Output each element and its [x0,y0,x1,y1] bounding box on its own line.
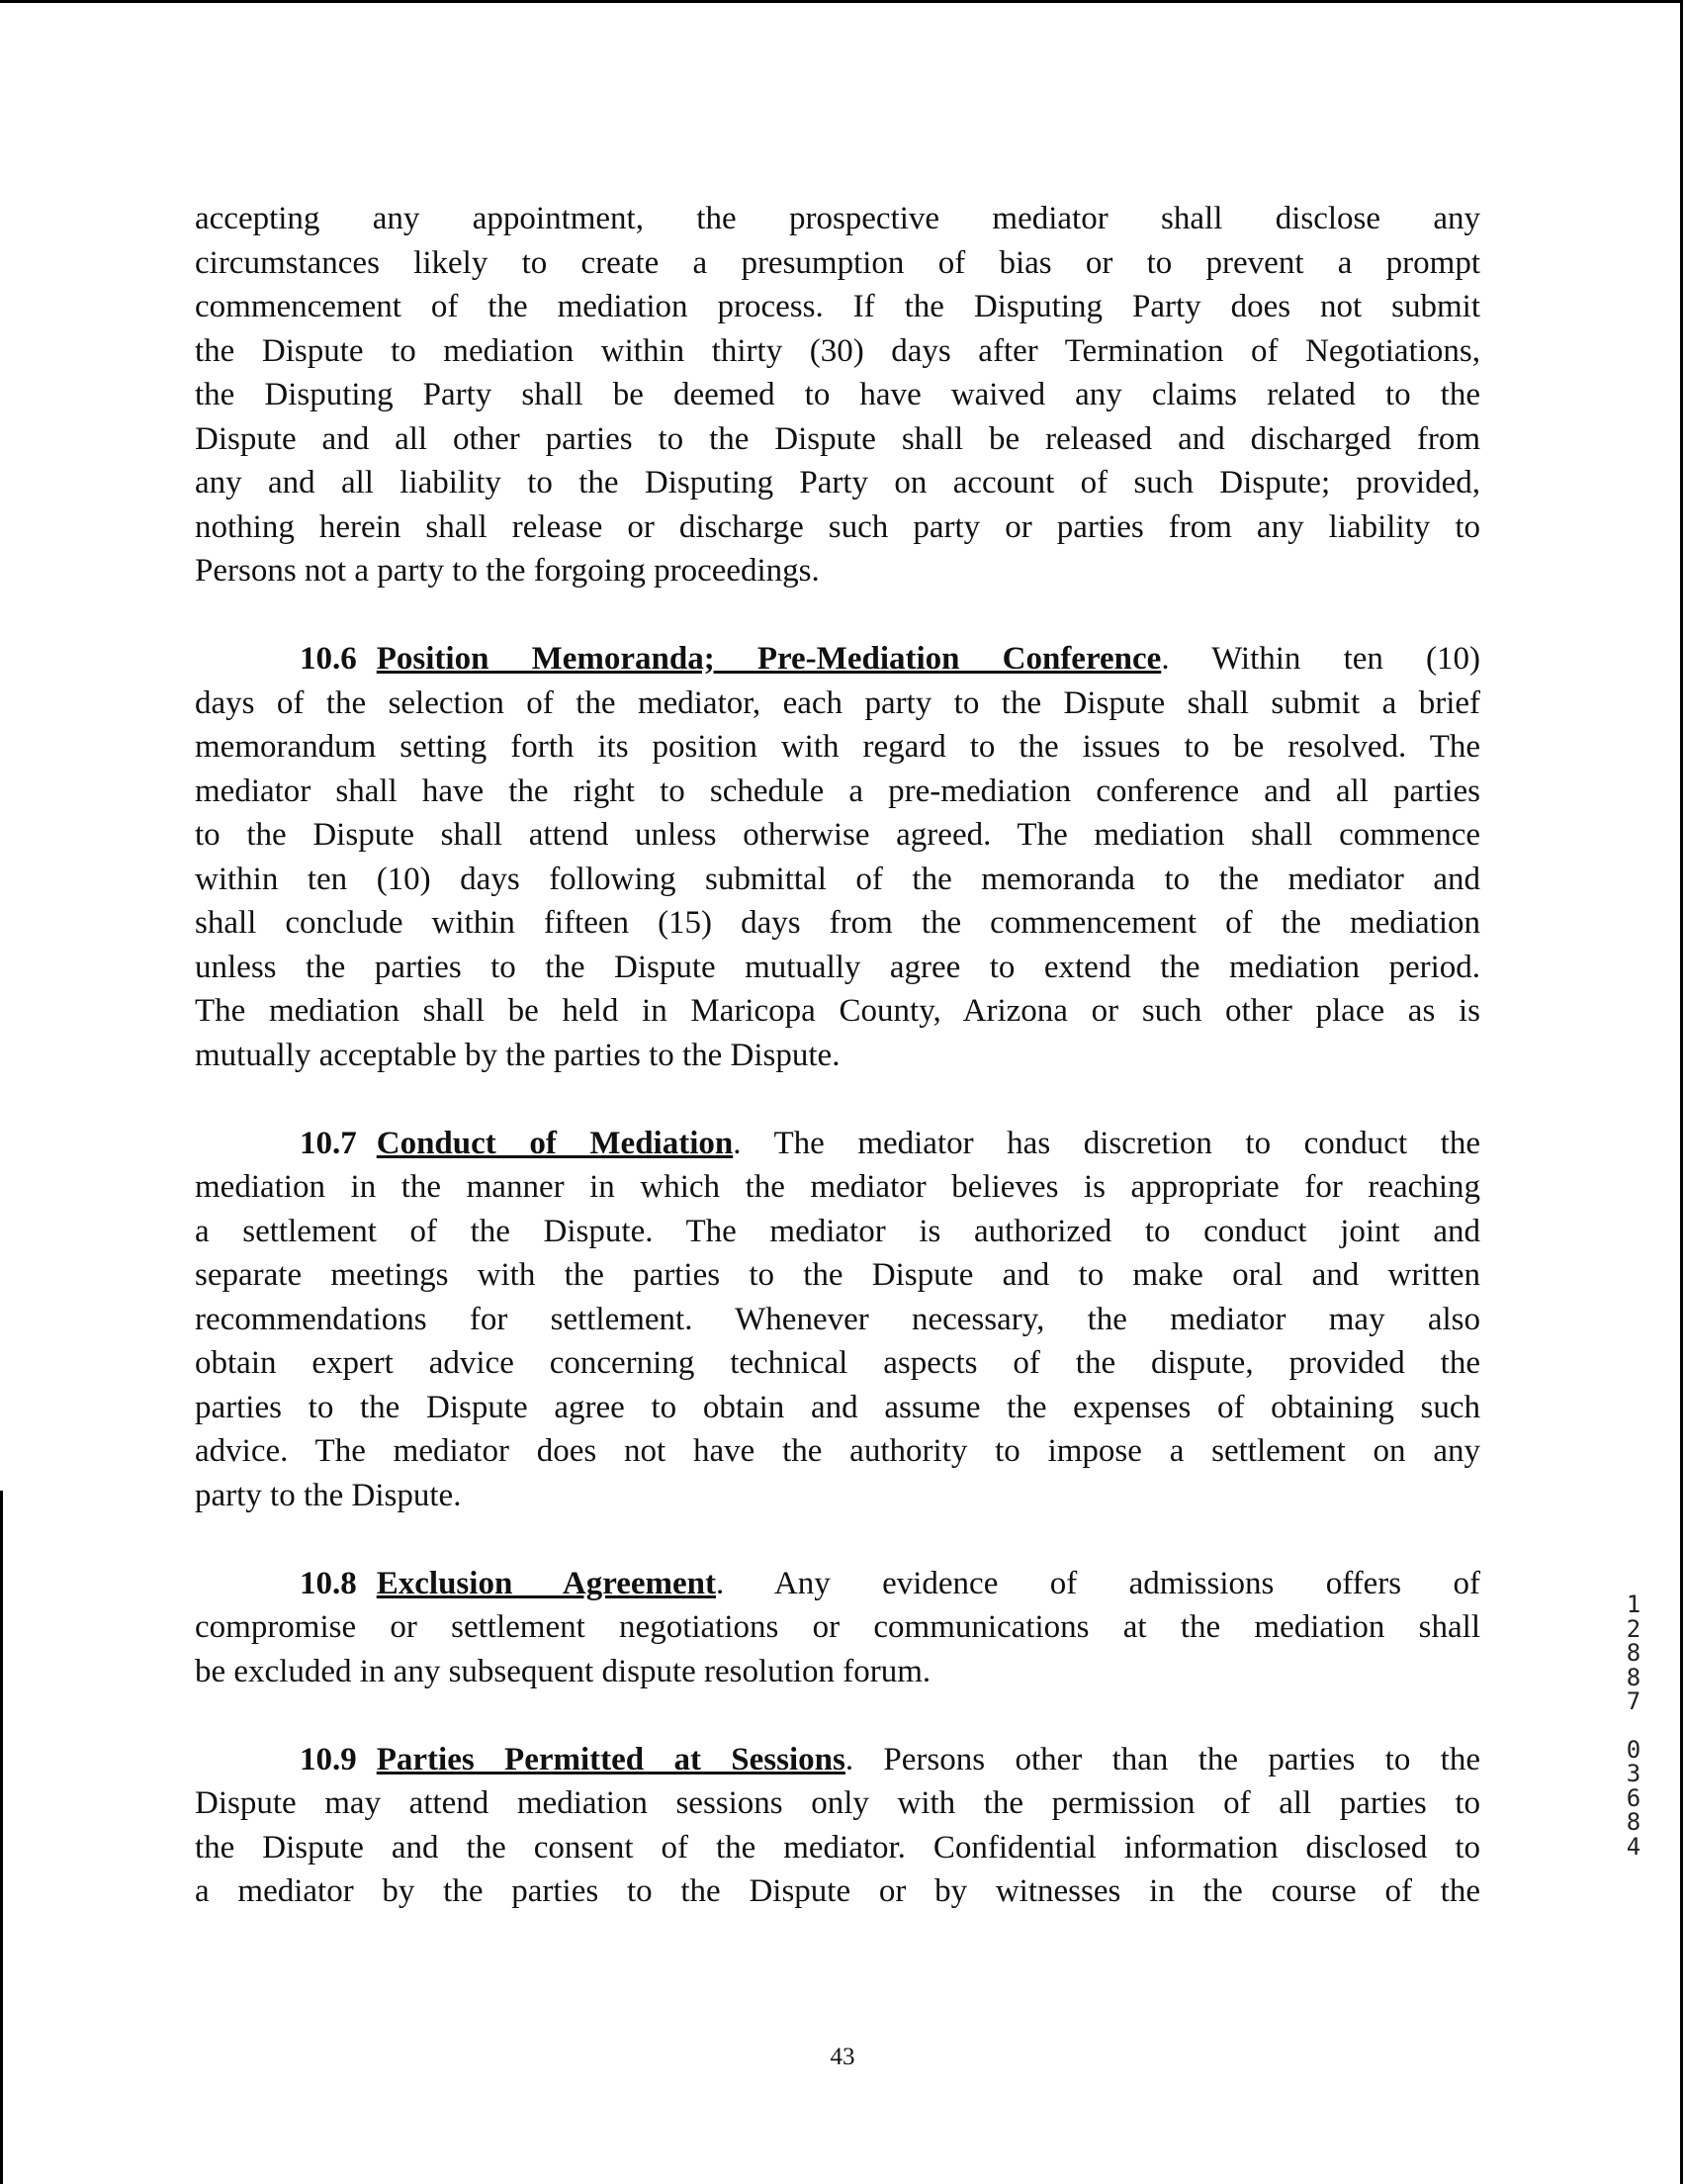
section-number: 10.7 [300,1125,357,1161]
text-line: a mediator by the parties to the Dispute or by witnesses in the course of the [195,1873,1480,1909]
text-line: unless the parties to the Dispute mutually agree to extend the mediation period. [195,949,1480,985]
text-line: within ten (10) days following submittal of the memoranda to the mediator and [195,861,1480,897]
text-line: separate meetings with the parties to the Dispute and to make oral and written [195,1257,1480,1293]
text-line: Persons not a party to the forgoing proceedings. [195,553,820,589]
text-line: mediation in the manner in which the mediator believes is appropriate for reaching [195,1169,1480,1205]
text-line: a settlement of the Dispute. The mediator is authorized to conduct joint and [195,1213,1480,1249]
section-text: . Any evidence of admissions offers of [716,1565,1480,1601]
section-title: Exclusion Agreement [376,1565,717,1601]
bates-digit: 6 [1626,1783,1641,1812]
text-line: mediator shall have the right to schedule a pre-mediation conference and all parties [195,773,1480,809]
paragraph-continued [195,197,1480,593]
paragraph-gap [195,593,1480,638]
text-line: commencement of the mediation process. If the Disputing Party does not submit [195,289,1480,324]
bates-digit: 0 [1626,1735,1641,1764]
section-title: Position Memoranda; Pre-Mediation Conference [376,641,1162,677]
paragraph-gap [195,1517,1480,1562]
bates-digit: 3 [1626,1760,1641,1787]
section-number: 10.8 [300,1565,357,1601]
section-number: 10.6 [300,641,357,677]
text-line: shall conclude within fifteen (15) days from the commencement of the mediation [195,905,1480,941]
bates-digit: 2 [1626,1614,1641,1643]
section-title: Conduct of Mediation [376,1125,734,1161]
text-line: accepting any appointment, the prospective mediator shall disclose any [195,201,1480,236]
section-10-6 [195,637,1480,1077]
bates-digit: 7 [1626,1687,1641,1715]
text-line: the Dispute to mediation within thirty (30) days after Termination of Negotiations, [195,332,1480,369]
text-line: mutually acceptable by the parties to the Dispute. [195,1037,841,1073]
text-line: be excluded in any subsequent dispute resolution forum. [195,1653,931,1689]
text-line: parties to the Dispute agree to obtain and assume the expenses of obtaining such [195,1389,1480,1425]
text-line: obtain expert advice concerning technical aspects of the dispute, provided the [195,1345,1480,1381]
text-line: to the Dispute shall attend unless otherwise agreed. The mediation shall commence [195,817,1480,853]
text-line: circumstances likely to create a presumption of bias or to prevent a prompt [195,244,1480,281]
bates-digit: 8 [1626,1663,1641,1691]
section-first-line [195,1562,1480,1606]
text-line: compromise or settlement negotiations or communications at the mediation shall [195,1609,1480,1645]
bates-digit: 4 [1626,1832,1641,1861]
bates-digit: 8 [1626,1808,1641,1836]
bates-digit: 1 [1626,1591,1641,1618]
text-line: recommendations for settlement. Whenever necessary, the mediator may also [195,1301,1480,1337]
text-line: the Disputing Party shall be deemed to have waived any claims related to the [195,377,1480,412]
text-line: Dispute may attend mediation sessions only with the permission of all parties to [195,1785,1480,1821]
text-line: The mediation shall be held in Maricopa County, Arizona or such other place as is [195,993,1480,1029]
text-line: party to the Dispute. [195,1477,462,1513]
bates-number [1622,1592,1645,1859]
section-text: . Persons other than the parties to the [844,1741,1481,1777]
text-line: days of the selection of the mediator, each party to the Dispute shall submit a brief [195,684,1480,721]
top-border [0,0,1683,3]
paragraph-gap [195,1077,1480,1122]
section-first-line [195,1738,1480,1782]
text-line: any and all liability to the Disputing Party on account of such Dispute; provided, [195,465,1480,500]
text-line: Dispute and all other parties to the Dispute shall be released and discharged from [195,420,1480,457]
left-border [0,1491,3,2184]
text-line: memorandum setting forth its position with regard to the issues to be resolved. The [195,729,1480,765]
section-first-line [195,1122,1480,1166]
text-line: advice. The mediator does not have the authority to impose a settlement on any [195,1433,1480,1469]
section-text: . Within ten (10) [1161,641,1480,677]
text-line: nothing herein shall release or discharge such party or parties from any liability to [195,508,1480,545]
bates-digit: 8 [1626,1639,1641,1667]
section-first-line [195,637,1480,682]
document-body [195,197,1480,1914]
bates-spacer [1622,1714,1645,1738]
section-title: Parties Permitted at Sessions [376,1741,845,1777]
text-line: the Dispute and the consent of the mediator. Confidential information disclosed to [195,1829,1480,1866]
page-number: 43 [830,2044,855,2070]
section-10-7 [195,1122,1480,1518]
paragraph-gap [195,1693,1480,1738]
section-10-8 [195,1562,1480,1694]
section-text: . The mediator has discretion to conduct the [733,1125,1480,1161]
section-number: 10.9 [300,1741,357,1777]
section-10-9 [195,1738,1480,1914]
right-border [1680,0,1683,2184]
